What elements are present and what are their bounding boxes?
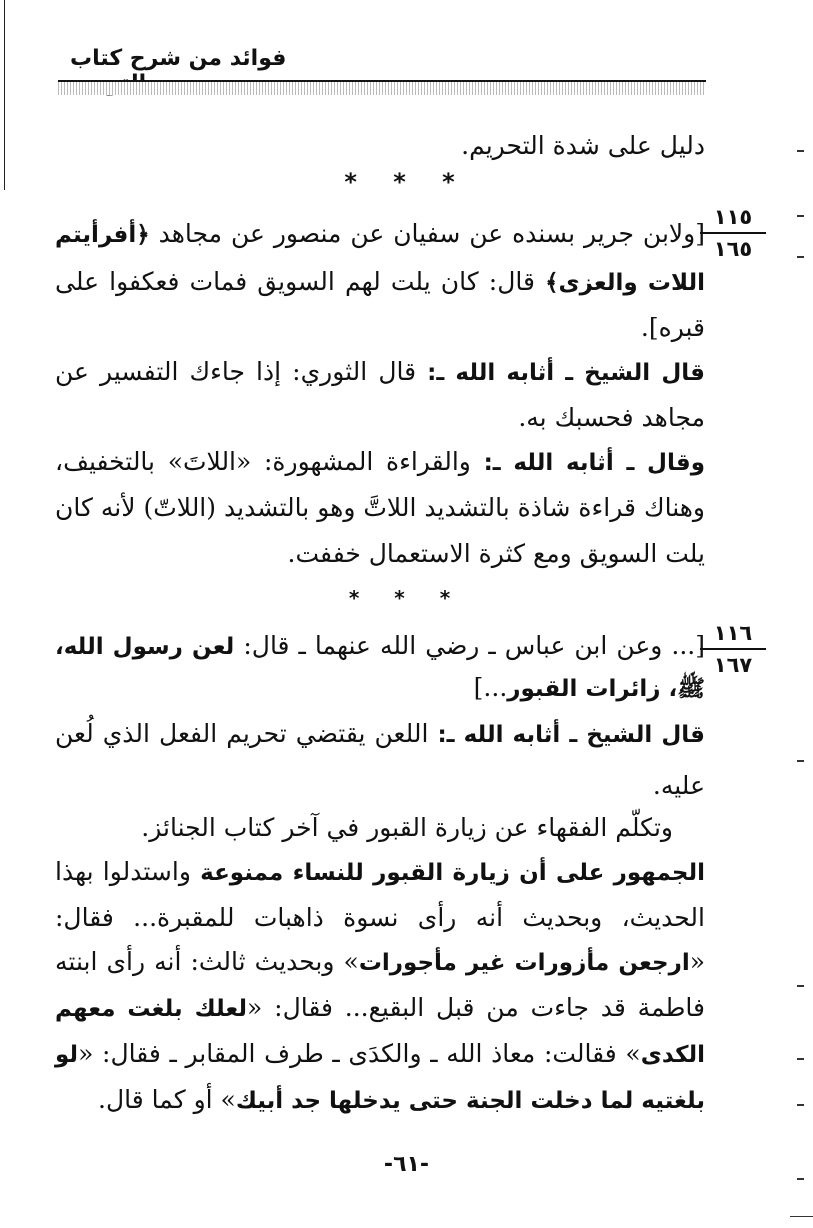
text-segment: والقراءة المشهورة: «اللاتَ» بالتخفيف، bbox=[55, 447, 484, 476]
bold-text: بلغتيه لما دخلت الجنة حتى يدخلها جد أبيك bbox=[235, 1088, 705, 1114]
text-line bbox=[55, 1034, 705, 1075]
text-line bbox=[55, 534, 705, 574]
text-line bbox=[55, 1080, 705, 1121]
text-line bbox=[55, 126, 705, 166]
text-segment: » فقالت: معاذ الله ـ والكدَى ـ طرف المقابر ـ فقال: « bbox=[78, 1039, 641, 1068]
bold-text: وقال ـ أثابه الله ـ: bbox=[483, 450, 705, 476]
text-segment: دليل على شدة التحريم. bbox=[461, 131, 705, 160]
hadith-number-bottom: ١٦٥ bbox=[713, 237, 753, 261]
corner-rule bbox=[790, 1216, 813, 1217]
margin-mark bbox=[797, 215, 804, 217]
header-divider bbox=[58, 80, 706, 95]
bold-text: اللات والعزى﴾ bbox=[545, 270, 706, 296]
text-segment: وهناك قراءة شاذة بالتشديد اللاتَّ وهو بالتشديد (اللاتّ) لأنه كان bbox=[55, 493, 705, 522]
text-line bbox=[55, 942, 705, 983]
bold-text: الكدى bbox=[640, 1042, 705, 1068]
text-segment: » وبحديث ثالث: أنه رأى ابنته bbox=[55, 947, 359, 976]
text-segment: يلت السويق ومع كثرة الاستعمال خففت. bbox=[287, 539, 705, 568]
section-separator: * * * bbox=[348, 586, 465, 610]
text-line bbox=[55, 668, 705, 709]
text-segment: [ولابن جرير بسنده عن سفيان عن منصور عن مجاهد bbox=[149, 219, 705, 248]
text-line bbox=[55, 262, 705, 303]
margin-mark bbox=[797, 1058, 804, 1060]
text-segment: « bbox=[689, 947, 705, 976]
text-segment: اللعن يقتضي تحريم الفعل الذي لُعن bbox=[55, 719, 438, 748]
bold-text: ارجعن مأزورات غير مأجورات bbox=[358, 950, 690, 976]
hadith-number-top: ١١٥ bbox=[700, 204, 766, 234]
text-segment: [... وعن ابن عباس ـ رضي الله عنهما ـ قال: bbox=[234, 631, 705, 660]
bold-text: ﷺ، زائرات القبور bbox=[507, 676, 705, 702]
text-segment: واستدلوا بهذا bbox=[55, 857, 201, 886]
text-segment: مجاهد فحسبك به. bbox=[518, 403, 705, 432]
text-line bbox=[55, 808, 673, 848]
text-line bbox=[55, 988, 705, 1029]
bold-text: لعلك بلغت معهم bbox=[55, 996, 248, 1022]
bold-text: قال الشيخ ـ أثابه الله ـ: bbox=[427, 360, 705, 386]
text-line bbox=[55, 488, 705, 528]
page-number: -٦١- bbox=[383, 1152, 430, 1177]
text-segment: » أو كما قال. bbox=[98, 1085, 236, 1114]
text-segment: قال الثوري: إذا جاءك التفسير عن bbox=[55, 357, 428, 386]
bold-text: لو bbox=[55, 1042, 79, 1068]
text-segment: قال: كان يلت لهم السويق فمات فعكفوا على bbox=[55, 267, 546, 296]
margin-mark bbox=[797, 1104, 804, 1106]
margin-mark bbox=[797, 760, 804, 762]
bold-text: لعن رسول الله، bbox=[55, 634, 235, 660]
binding-edge-line bbox=[4, 0, 5, 190]
running-header-title: فوائد من شرح كتاب bbox=[70, 46, 287, 71]
margin-mark bbox=[797, 256, 804, 258]
text-line bbox=[55, 626, 705, 667]
margin-mark bbox=[797, 985, 804, 987]
hadith-number-top: ١١٦ bbox=[700, 620, 766, 650]
margin-mark bbox=[797, 150, 804, 152]
text-line bbox=[55, 214, 705, 255]
hadith-number-bottom: ١٦٧ bbox=[713, 653, 753, 677]
text-line bbox=[55, 398, 705, 438]
bold-text: قال الشيخ ـ أثابه الله ـ: bbox=[437, 722, 705, 748]
text-line bbox=[55, 852, 705, 893]
margin-mark bbox=[797, 1178, 804, 1180]
bold-text: الجمهور على أن زيارة القبور للنساء ممنوعة bbox=[200, 860, 705, 886]
hadith-number-116 bbox=[700, 620, 766, 678]
text-segment: ...] bbox=[473, 673, 508, 702]
text-segment: عليه. bbox=[652, 771, 705, 800]
text-segment: وتكلّم الفقهاء عن زيارة القبور في آخر كتاب الجنائز. bbox=[141, 813, 673, 842]
text-line bbox=[55, 898, 705, 938]
text-line bbox=[55, 442, 705, 483]
text-line bbox=[55, 352, 705, 393]
text-line bbox=[55, 766, 705, 806]
bold-text: ﴿أفرأيتم bbox=[55, 222, 150, 248]
section-separator: * * * bbox=[344, 168, 469, 196]
hadith-number-115 bbox=[700, 204, 766, 262]
text-line bbox=[55, 308, 705, 348]
text-segment: فاطمة قد جاءت من قبل البقيع... فقال: « bbox=[247, 993, 705, 1022]
text-segment: قبره]. bbox=[640, 313, 705, 342]
text-segment: الحديث، وبحديث أنه رأى نسوة ذاهبات للمقبرة... فقال: bbox=[55, 903, 705, 932]
text-line bbox=[55, 714, 705, 755]
